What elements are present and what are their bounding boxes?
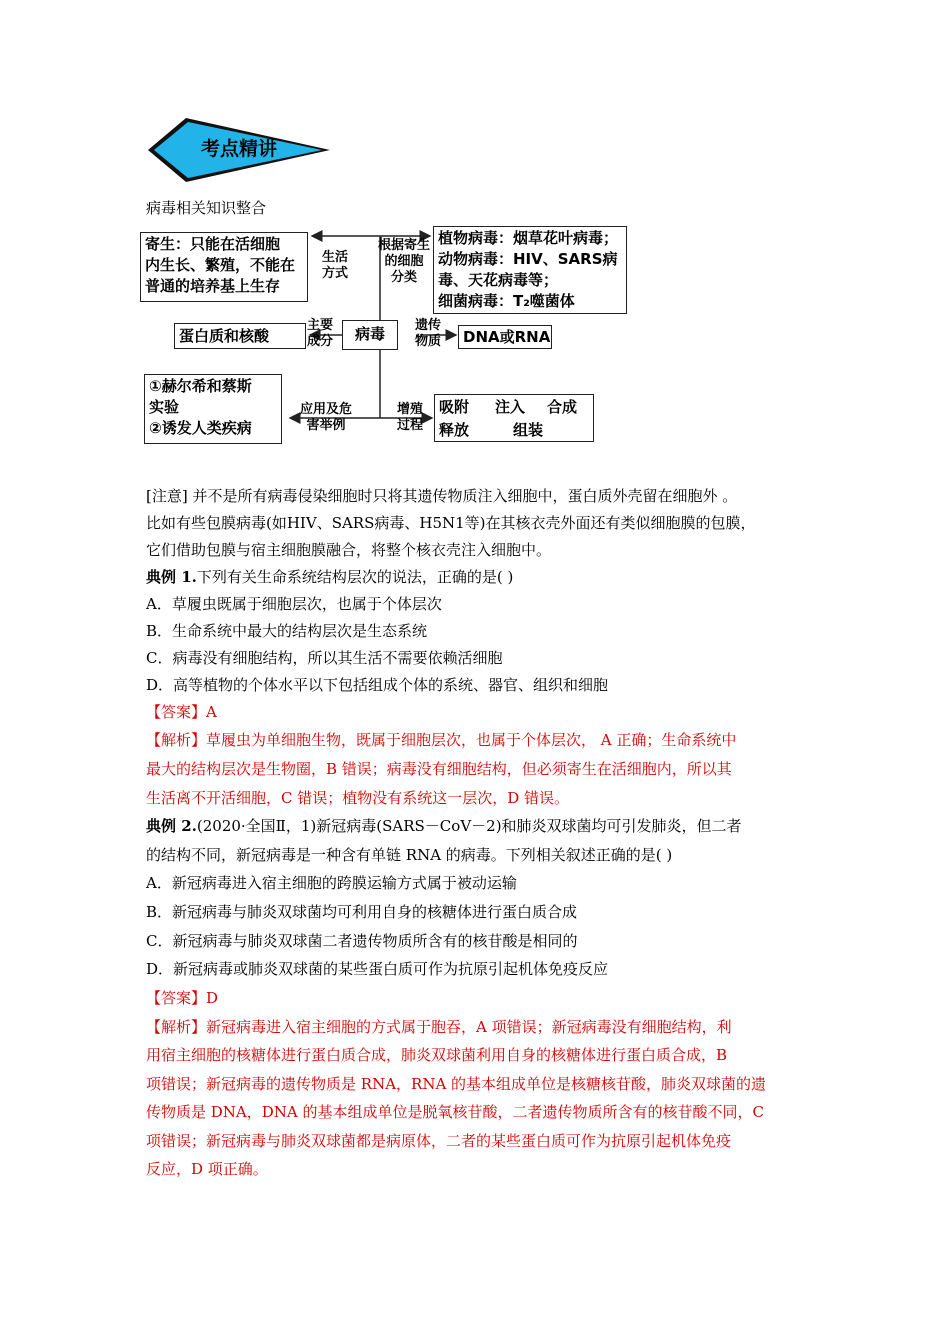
example2-analysis-line: 反应，D 项正确。 <box>146 1160 268 1178</box>
example2-analysis-line: 项错误；新冠病毒的遗传物质是 RNA，RNA 的基本组成单位是核糖核苷酸，肺炎双球菌的遗 <box>146 1075 767 1093</box>
example1-analysis-line: 生活离不开活细胞，C 错误；植物没有系统这一层次，D 错误。 <box>146 789 570 807</box>
banner-label: 考点精讲 <box>200 138 277 160</box>
example1-option: A．草履虫既属于细胞层次，也属于个体层次 <box>146 595 442 613</box>
example1-option: C．病毒没有细胞结构，所以其生活不需要依赖活细胞 <box>146 649 503 667</box>
example1-label: 典例 1. <box>146 568 197 586</box>
example2-answer: 【答案】D <box>146 989 219 1007</box>
virus-concept-diagram <box>140 222 640 447</box>
example2-analysis-line: 用宿主细胞的核糖体进行蛋白质合成，肺炎双球菌利用自身的核糖体进行蛋白质合成，B <box>146 1046 728 1064</box>
example2-option: B．新冠病毒与肺炎双球菌均可利用自身的核糖体进行蛋白质合成 <box>146 903 578 921</box>
step-adsorb: 吸附 <box>439 398 470 416</box>
composition-text: 蛋白质和核酸 <box>179 327 270 345</box>
example1-option: D．高等植物的个体水平以下包括组成个体的系统、器官、组织和细胞 <box>146 676 609 694</box>
example2-option: D．新冠病毒或肺炎双球菌的某些蛋白质可作为抗原引起机体免疫反应 <box>146 960 609 978</box>
note-line: [注意] 并不是所有病毒侵染细胞时只将其遗传物质注入细胞中，蛋白质外壳留在细胞外 。 <box>146 487 738 505</box>
composition-label: 主要 成分 <box>306 318 333 349</box>
example1-question-text: 下列有关生命系统结构层次的说法，正确的是( ) <box>196 568 514 586</box>
example2-option: C．新冠病毒与肺炎双球菌二者遗传物质所含有的核苷酸是相同的 <box>146 932 578 950</box>
genetic-material-box <box>458 325 552 349</box>
center-virus-box <box>342 320 398 350</box>
example1-analysis-line: 最大的结构层次是生物圈，B 错误；病毒没有细胞结构，但必须寄生在活细胞内，所以其 <box>146 760 732 778</box>
example2-question <box>146 815 742 836</box>
example2-analysis-line: 传物质是 DNA，DNA 的基本组成单位是脱氧核苷酸，二者遗传物质所含有的核苷酸不同，C <box>146 1103 764 1121</box>
note-line: 它们借助包膜与宿主细胞膜融合，将整个核衣壳注入细胞中。 <box>146 541 552 559</box>
harm-line: 实验 <box>149 398 180 416</box>
example1-answer: 【答案】A <box>146 703 217 721</box>
step-synthesize: 合成 <box>547 398 578 416</box>
example2-analysis-line: 【解析】新冠病毒进入宿主细胞的方式属于胞吞，A 项错误；新冠病毒没有细胞结构，利 <box>146 1018 732 1036</box>
classification-line: 细菌病毒：T₂噬菌体 <box>438 292 575 310</box>
note-line: 比如有些包膜病毒(如HIV、SARS病毒、H5N1等)在其核衣壳外面还有类似细胞膜的包膜， <box>146 514 756 532</box>
example2-question-text: (2020·全国Ⅱ，1)新冠病毒(SARS－CoV－2)和肺炎双球菌均可引发肺炎，但二者 <box>196 817 742 835</box>
example2-question-line: 的结构不同，新冠病毒是一种含有单链 RNA 的病毒。下列相关叙述正确的是( ) <box>146 846 673 864</box>
classification-line: 毒、天花病毒等； <box>438 271 559 289</box>
section-banner <box>146 116 332 184</box>
parasite-line: 寄生：只能在活细胞 <box>145 235 281 253</box>
harm-line: ①赫尔希和蔡斯 <box>149 377 252 395</box>
step-assemble: 组装 <box>513 421 544 439</box>
step-inject: 注入 <box>495 398 526 416</box>
harm-example-box <box>144 374 282 444</box>
harm-line: ②诱发人类疾病 <box>149 419 252 437</box>
section-title: 病毒相关知识整合 <box>146 199 267 217</box>
classification-box <box>433 226 627 314</box>
proliferation-label: 增殖 过程 <box>396 402 423 433</box>
step-release: 释放 <box>439 421 470 439</box>
classification-line: 植物病毒：烟草花叶病毒； <box>438 229 619 247</box>
example1-option: B．生命系统中最大的结构层次是生态系统 <box>146 622 428 640</box>
harm-label: 应用及危 害举例 <box>299 402 352 433</box>
parasite-line: 普通的培养基上生存 <box>145 277 281 295</box>
example1-analysis-line: 【解析】草履虫为单细胞生物，既属于细胞层次，也属于个体层次， A 正确；生命系统中 <box>146 731 737 749</box>
classify-label: 根据寄生 的细胞 分类 <box>377 238 430 285</box>
example2-option: A．新冠病毒进入宿主细胞的跨膜运输方式属于被动运输 <box>146 874 517 892</box>
life-mode-label: 生活 方式 <box>321 250 348 281</box>
center-virus-text: 病毒 <box>354 325 385 343</box>
genetic-material-text: DNA或RNA <box>463 328 551 346</box>
parasite-box <box>140 232 308 302</box>
example2-analysis-line: 项错误；新冠病毒与肺炎双球菌都是病原体，二者的某些蛋白质可作为抗原引起机体免疫 <box>146 1132 732 1150</box>
example1-question <box>146 566 513 587</box>
genetic-label: 遗传 物质 <box>414 318 441 349</box>
parasite-line: 内生长、繁殖，不能在 <box>145 256 296 274</box>
proliferation-box <box>434 394 594 442</box>
classification-line: 动物病毒：HIV、SARS病 <box>438 250 618 268</box>
composition-box <box>174 323 306 349</box>
example2-label: 典例 2. <box>146 817 197 835</box>
